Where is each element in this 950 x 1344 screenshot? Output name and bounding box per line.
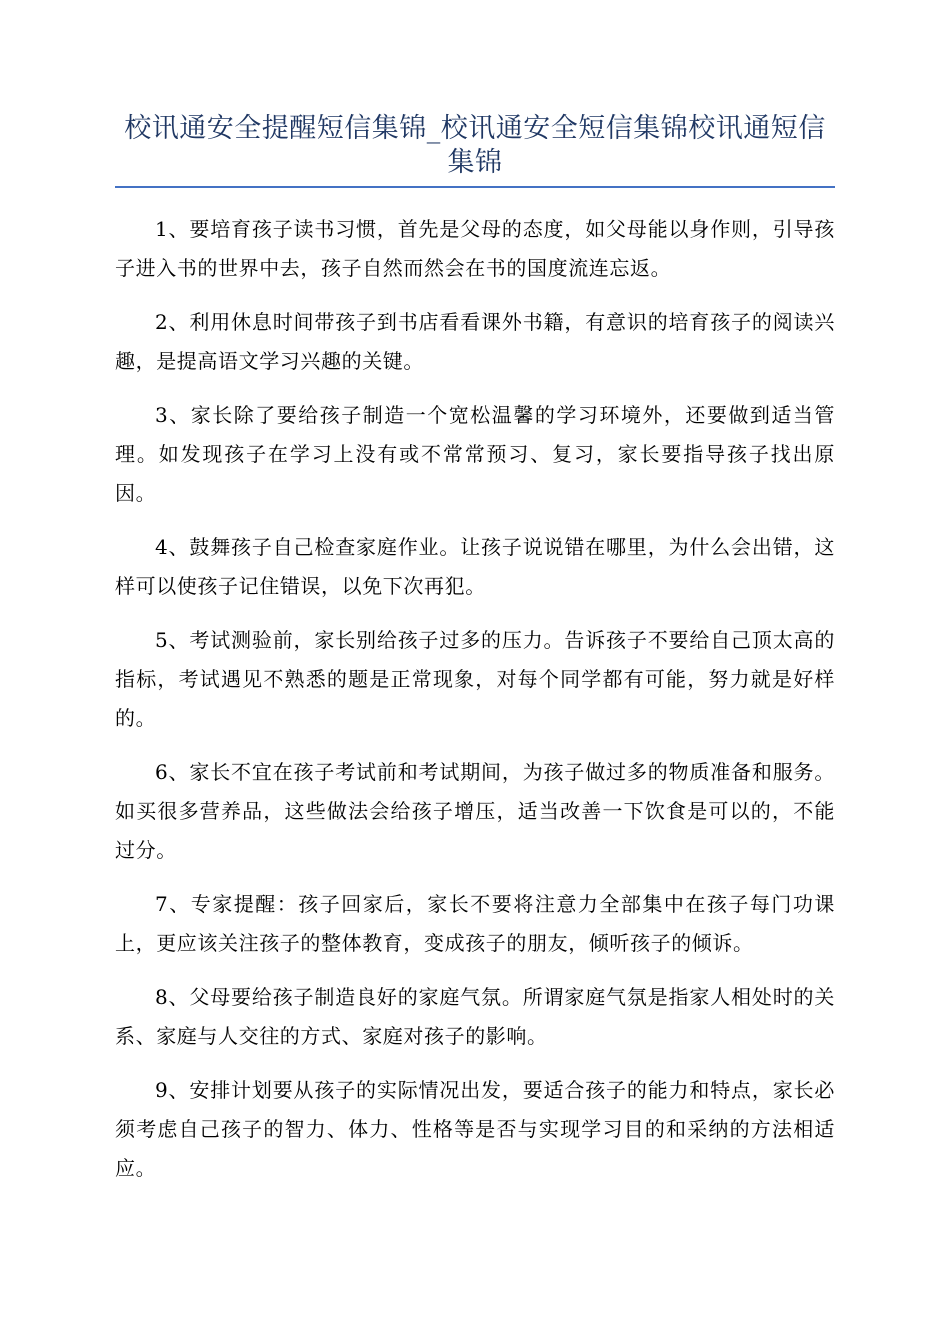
document-title: 校讯通安全提醒短信集锦_校讯通安全短信集锦校讯通短信集锦 [124,113,826,178]
paragraph-6: 6、家长不宜在孩子考试前和考试期间，为孩子做过多的物质准备和服务。如买很多营养品，这些做法会给孩子增压，适当改善一下饮食是可以的，不能过分。 [115,760,835,862]
paragraph-2: 2、利用休息时间带孩子到书店看看课外书籍，有意识的培育孩子的阅读兴趣，是提高语文学习兴趣的关键。 [115,310,835,373]
paragraph-4: 4、鼓舞孩子自己检查家庭作业。让孩子说说错在哪里，为什么会出错，这样可以使孩子记住错误，以免下次再犯。 [115,535,835,598]
title-underline [115,186,835,188]
document-body [115,210,835,1203]
paragraph-9: 9、安排计划要从孩子的实际情况出发，要适合孩子的能力和特点，家长必须考虑自己孩子的智力、体力、性格等是否与实现学习目的和采纳的方法相适应。 [115,1078,835,1180]
paragraph-1: 1、要培育孩子读书习惯，首先是父母的态度，如父母能以身作则，引导孩子进入书的世界中去，孩子自然而然会在书的国度流连忘返。 [115,217,835,280]
paragraph-8: 8、父母要给孩子制造良好的家庭气氛。所谓家庭气氛是指家人相处时的关系、家庭与人交往的方式、家庭对孩子的影响。 [115,985,835,1048]
paragraph-5: 5、考试测验前，家长别给孩子过多的压力。告诉孩子不要给自己顶太高的指标，考试遇见不熟悉的题是正常现象，对每个同学都有可能，努力就是好样的。 [115,628,835,730]
paragraph-7: 7、专家提醒：孩子回家后，家长不要将注意力全部集中在孩子每门功课上，更应该关注孩子的整体教育，变成孩子的朋友，倾听孩子的倾诉。 [115,892,835,955]
paragraph-3: 3、家长除了要给孩子制造一个宽松温馨的学习环境外，还要做到适当管理。如发现孩子在学习上没有或不常常预习、复习，家长要指导孩子找出原因。 [115,403,835,505]
